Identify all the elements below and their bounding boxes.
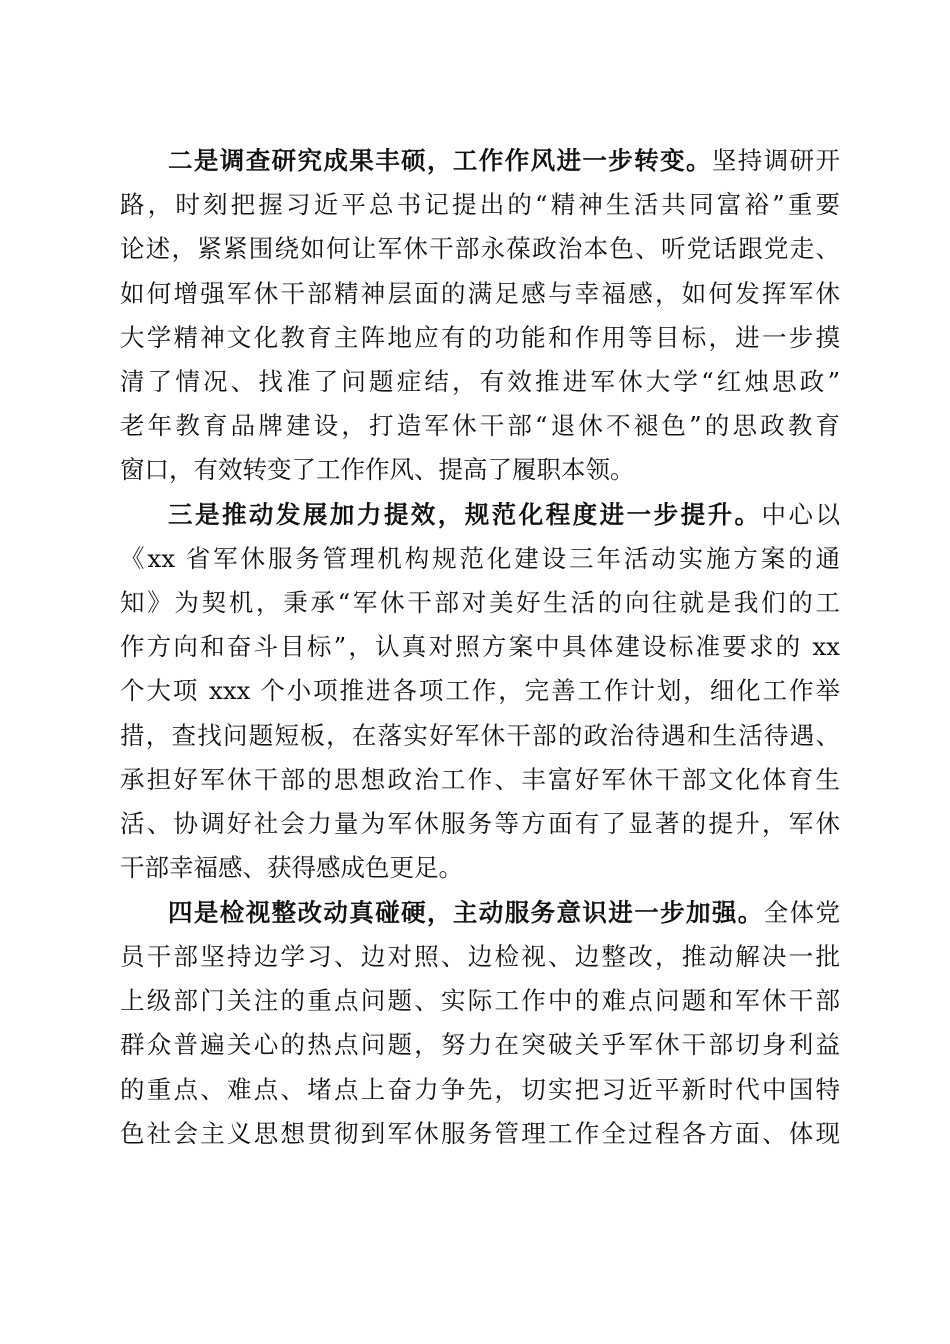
paragraph-2-line-4: 作方向和奋斗目标”，认真对照方案中具体建设标准要求的 xx <box>120 632 840 661</box>
paragraph-1-line-6: 清了情况、找准了问题症结，有效推进军休大学“红烛思政” <box>120 367 840 396</box>
paragraph-1-line-5: 大学精神文化教育主阵地应有的功能和作用等目标，进一步摸 <box>120 323 840 352</box>
paragraph-2-line-3: 知》为契机，秉承“军休干部对美好生活的向往就是我们的工 <box>120 588 840 617</box>
paragraph-1-line-8: 窗口，有效转变了工作作风、提高了履职本领。 <box>120 455 635 484</box>
paragraph-1-line-3: 论述，紧紧围绕如何让军休干部永葆政治本色、听党话跟党走、 <box>120 234 840 263</box>
paragraph-3-heading: 四是检视整改动真碰硬，主动服务意识进一步加强。 <box>168 898 764 927</box>
paragraph-3-line-6: 色社会主义思想贯彻到军休服务管理工作全过程各方面、体现 <box>120 1119 840 1148</box>
paragraph-3-line-1 <box>168 890 840 936</box>
paragraph-2-line-1-text: 中心以 <box>761 500 841 529</box>
paragraph-1-heading: 二是调查研究成果丰硕，工作作风进一步转变。 <box>168 146 712 175</box>
paragraph-2-line-8: 活、协调好社会力量为军休服务等方面有了显著的提升，军休 <box>120 809 840 838</box>
paragraph-1-line-1-text: 坚持调研开 <box>711 146 841 175</box>
paragraph-3-line-3: 上级部门关注的重点问题、实际工作中的难点问题和军休干部 <box>120 986 840 1015</box>
paragraph-2-line-7: 承担好军休干部的思想政治工作、丰富好军休干部文化体育生 <box>120 765 840 794</box>
paragraph-3-line-5: 的重点、难点、堵点上奋力争先，切实把习近平新时代中国特 <box>120 1075 840 1104</box>
paragraph-2-line-9: 干部幸福感、获得感成色更足。 <box>120 853 463 882</box>
paragraph-1-line-7: 老年教育品牌建设，打造军休干部“退休不褪色”的思政教育 <box>120 411 840 440</box>
paragraph-2-heading: 三是推动发展加力提效，规范化程度进一步提升。 <box>168 500 762 529</box>
paragraph-1-line-4: 如何增强军休干部精神层面的满足感与幸福感，如何发挥军休 <box>120 279 840 308</box>
paragraph-2-line-2: 《xx 省军休服务管理机构规范化建设三年活动实施方案的通 <box>120 544 840 573</box>
paragraph-3-line-2: 员干部坚持边学习、边对照、边检视、边整改，推动解决一批 <box>120 942 840 971</box>
paragraph-2-line-5: 个大项 xxx 个小项推进各项工作，完善工作计划，细化工作举 <box>120 676 840 705</box>
paragraph-3-line-1-text: 全体党 <box>763 898 841 927</box>
paragraph-2-line-1 <box>168 492 840 538</box>
paragraph-3-line-4: 群众普遍关心的热点问题，努力在突破关乎军休干部切身利益 <box>120 1030 840 1059</box>
paragraph-1-line-1 <box>168 138 840 184</box>
paragraph-2-line-6: 措，查找问题短板，在落实好军休干部的政治待遇和生活待遇、 <box>120 721 840 750</box>
paragraph-1-line-2: 路，时刻把握习近平总书记提出的“精神生活共同富裕”重要 <box>120 190 840 219</box>
